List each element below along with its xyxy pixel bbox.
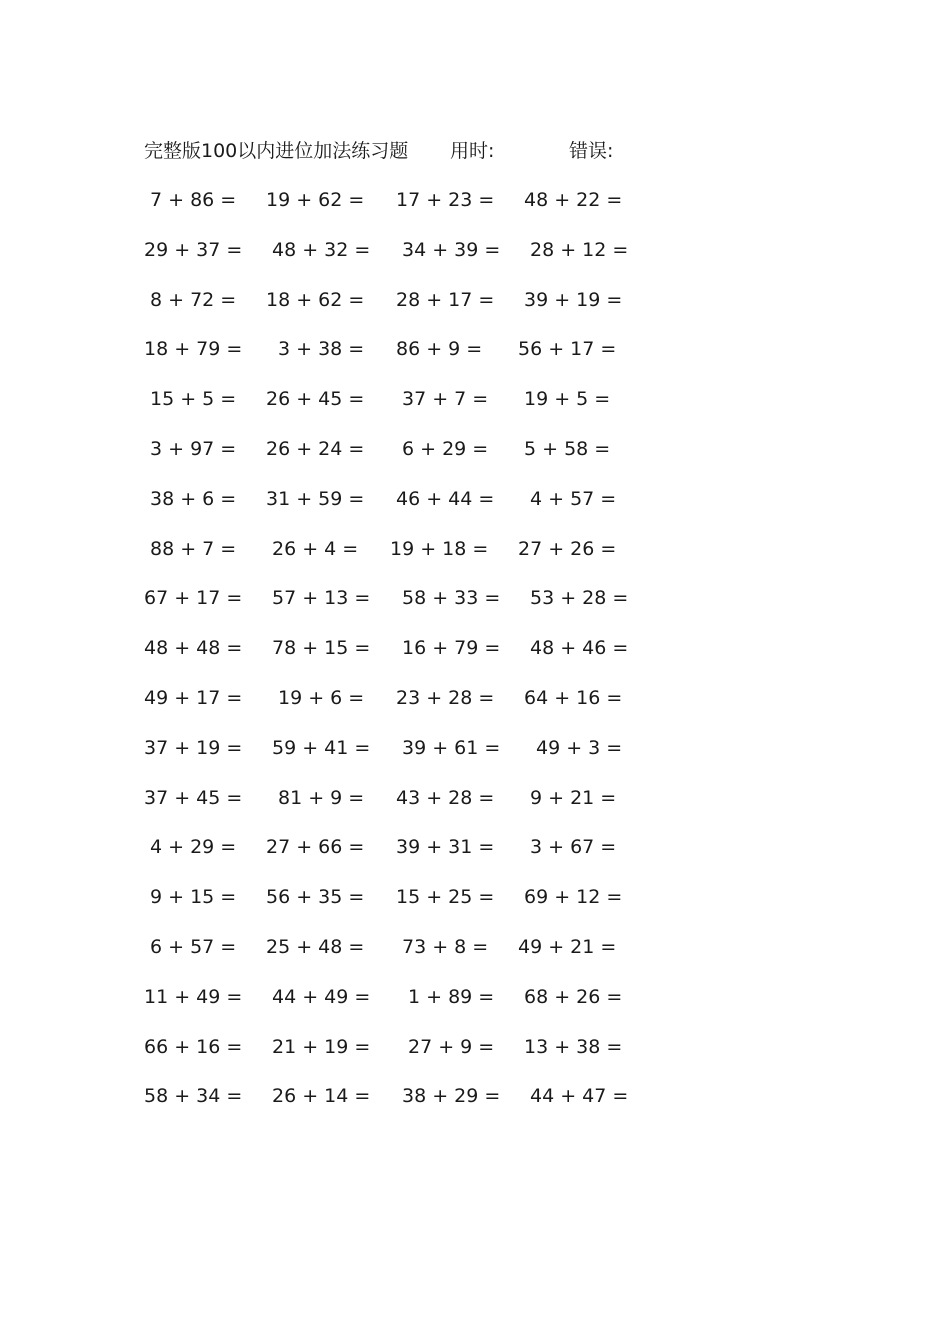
problem-item: 19 + 18 = <box>390 537 489 560</box>
problem-row <box>144 534 644 584</box>
problem-item: 64 + 16 = <box>524 686 623 709</box>
problem-row <box>144 683 644 733</box>
problem-item: 78 + 15 = <box>272 637 371 660</box>
problem-row <box>144 633 644 683</box>
problem-item: 46 + 44 = <box>396 487 495 510</box>
problem-item: 6 + 57 = <box>150 935 237 958</box>
problem-item: 6 + 29 = <box>402 437 489 460</box>
problem-item: 23 + 28 = <box>396 686 495 709</box>
problem-item: 48 + 32 = <box>272 238 371 261</box>
problem-item: 25 + 48 = <box>266 935 365 958</box>
problem-item: 9 + 21 = <box>530 786 617 809</box>
problem-item: 58 + 33 = <box>402 587 501 610</box>
problem-item: 67 + 17 = <box>144 587 243 610</box>
problem-item: 88 + 7 = <box>150 537 237 560</box>
problem-item: 26 + 45 = <box>266 388 365 411</box>
problem-item: 18 + 62 = <box>266 288 365 311</box>
problem-row <box>144 235 644 285</box>
problem-item: 49 + 21 = <box>518 935 617 958</box>
problem-row <box>144 932 644 982</box>
problem-item: 58 + 34 = <box>144 1085 243 1108</box>
problem-item: 53 + 28 = <box>530 587 629 610</box>
problem-item: 73 + 8 = <box>402 935 489 958</box>
problem-row <box>144 783 644 833</box>
problem-row <box>144 733 644 783</box>
problem-item: 48 + 46 = <box>530 637 629 660</box>
problem-item: 31 + 59 = <box>266 487 365 510</box>
problem-item: 19 + 6 = <box>278 686 365 709</box>
problem-item: 15 + 25 = <box>396 886 495 909</box>
problem-item: 21 + 19 = <box>272 1035 371 1058</box>
problem-item: 29 + 37 = <box>144 238 243 261</box>
problem-item: 38 + 29 = <box>402 1085 501 1108</box>
problem-item: 19 + 5 = <box>524 388 611 411</box>
problem-item: 16 + 79 = <box>402 637 501 660</box>
problem-item: 13 + 38 = <box>524 1035 623 1058</box>
problem-row <box>144 484 644 534</box>
problem-item: 3 + 97 = <box>150 437 237 460</box>
problem-item: 26 + 4 = <box>272 537 359 560</box>
problem-row <box>144 1032 644 1082</box>
problem-row <box>144 1081 644 1131</box>
problem-item: 49 + 3 = <box>536 736 623 759</box>
problem-item: 27 + 26 = <box>518 537 617 560</box>
errors-label: 错误: <box>569 140 614 162</box>
problem-item: 48 + 48 = <box>144 637 243 660</box>
problem-item: 44 + 47 = <box>530 1085 629 1108</box>
problem-item: 49 + 17 = <box>144 686 243 709</box>
problem-item: 7 + 86 = <box>150 189 237 211</box>
problem-item: 28 + 12 = <box>530 238 629 261</box>
problem-item: 15 + 5 = <box>150 388 237 411</box>
problem-item: 19 + 62 = <box>266 189 365 211</box>
time-label: 用时: <box>450 140 495 162</box>
problem-item: 8 + 72 = <box>150 288 237 311</box>
problem-row <box>144 583 644 633</box>
problem-row <box>144 434 644 484</box>
problem-item: 5 + 58 = <box>524 437 611 460</box>
problem-row <box>144 285 644 335</box>
problem-item: 56 + 35 = <box>266 886 365 909</box>
problem-item: 69 + 12 = <box>524 886 623 909</box>
problem-item: 44 + 49 = <box>272 985 371 1008</box>
problem-row <box>144 334 644 384</box>
problem-grid <box>144 185 644 1131</box>
problem-item: 39 + 61 = <box>402 736 501 759</box>
problem-row <box>144 384 644 434</box>
problem-item: 48 + 22 = <box>524 189 623 211</box>
problem-item: 9 + 15 = <box>150 886 237 909</box>
problem-row <box>144 185 644 235</box>
problem-item: 43 + 28 = <box>396 786 495 809</box>
problem-item: 39 + 19 = <box>524 288 623 311</box>
problem-item: 1 + 89 = <box>408 985 495 1008</box>
problem-item: 11 + 49 = <box>144 985 243 1008</box>
problem-row <box>144 832 644 882</box>
problem-item: 81 + 9 = <box>278 786 365 809</box>
problem-item: 4 + 29 = <box>150 836 237 859</box>
problem-item: 26 + 24 = <box>266 437 365 460</box>
problem-item: 57 + 13 = <box>272 587 371 610</box>
problem-item: 27 + 66 = <box>266 836 365 859</box>
problem-item: 26 + 14 = <box>272 1085 371 1108</box>
problem-item: 68 + 26 = <box>524 985 623 1008</box>
problem-item: 27 + 9 = <box>408 1035 495 1058</box>
worksheet-title: 完整版100以内进位加法练习题 <box>144 140 409 162</box>
problem-item: 17 + 23 = <box>396 189 495 211</box>
problem-item: 34 + 39 = <box>402 238 501 261</box>
problem-item: 28 + 17 = <box>396 288 495 311</box>
problem-item: 37 + 19 = <box>144 736 243 759</box>
problem-item: 59 + 41 = <box>272 736 371 759</box>
problem-item: 39 + 31 = <box>396 836 495 859</box>
problem-item: 18 + 79 = <box>144 338 243 361</box>
problem-item: 4 + 57 = <box>530 487 617 510</box>
problem-row <box>144 982 644 1032</box>
problem-row <box>144 882 644 932</box>
problem-item: 3 + 67 = <box>530 836 617 859</box>
problem-item: 3 + 38 = <box>278 338 365 361</box>
problem-item: 66 + 16 = <box>144 1035 243 1058</box>
problem-item: 37 + 7 = <box>402 388 489 411</box>
problem-item: 86 + 9 = <box>396 338 483 361</box>
problem-item: 37 + 45 = <box>144 786 243 809</box>
problem-item: 56 + 17 = <box>518 338 617 361</box>
problem-item: 38 + 6 = <box>150 487 237 510</box>
